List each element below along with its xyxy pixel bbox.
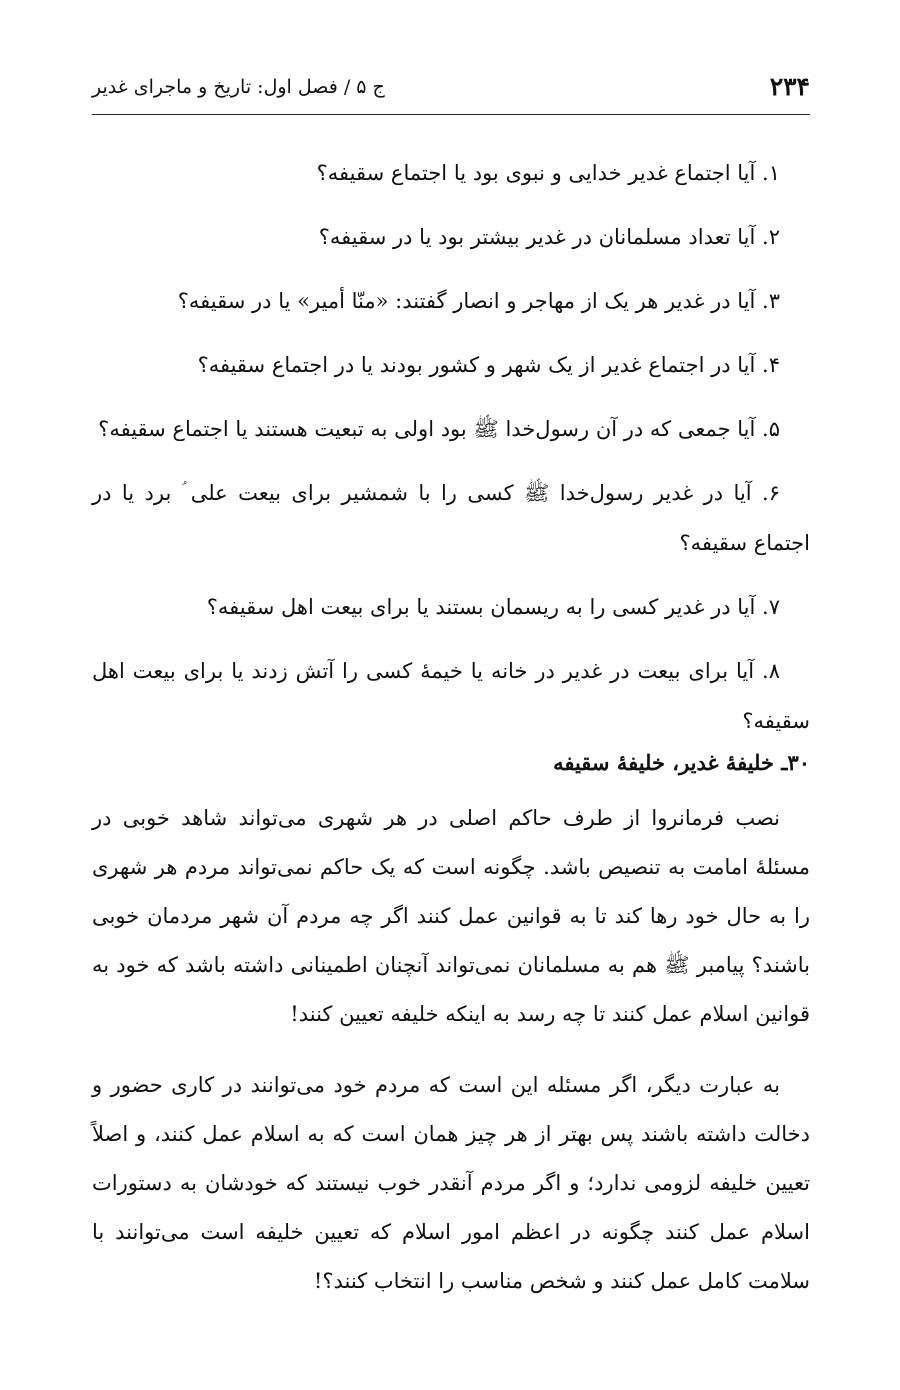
section-body	[92, 794, 810, 1328]
book-page	[92, 0, 810, 1390]
question-list	[92, 148, 810, 760]
question-item: ۲. آیا تعداد مسلمانان در غدیر بیشتر بود یا در سقیفه؟	[318, 225, 780, 249]
running-title: ج ۵ / فصل اول: تاریخ و ماجرای غدیر	[92, 76, 385, 98]
page-number: ۲۳۴	[769, 72, 810, 101]
question-item: ۴. آیا در اجتماع غدیر از یک شهر و کشور بودند یا در اجتماع سقیفه؟	[197, 353, 780, 377]
section-heading: ۳۰ـ خلیفهٔ غدیر، خلیفهٔ سقیفه	[553, 750, 810, 775]
question-item: ۶. آیا در غدیر رسول‌خدا ﷺ کسی را با شمشیر برای بیعت علی ؑ برد یا در اجتماع سقیفه؟	[92, 481, 810, 555]
paragraph: به عبارت دیگر، اگر مسئله این است که مردم خود می‌توانند در کاری حضور و دخالت داشته باشند پس بهتر از هر چیز همان است که به اسلام عمل کنند، و اصلاً تعیین خلیفه لزومی ندارد؛ و اگر مردم آنقدر خوب نیستند که خودشان به دستورات اسلام عمل کنند چگونه در اعظم امور اسلام که تعیین خلیفه است می‌توانند با سلامت کامل عمل کنند و شخص مناسب را انتخاب کنند؟!	[92, 1073, 810, 1293]
page-header	[92, 68, 810, 115]
question-item: ۵. آیا جمعی که در آن رسول‌خدا ﷺ بود اولی به تبعیت هستند یا اجتماع سقیفه؟	[98, 417, 780, 441]
question-item: ۳. آیا در غدیر هر یک از مهاجر و انصار گفتند: «منّا أمیر» یا در سقیفه؟	[177, 289, 780, 313]
question-item: ۷. آیا در غدیر کسی را به ریسمان بستند یا برای بیعت اهل سقیفه؟	[206, 595, 780, 619]
question-item: ۱. آیا اجتماع غدیر خدایی و نبوی بود یا اجتماع سقیفه؟	[316, 161, 780, 185]
paragraph: نصب فرمانروا از طرف حاکم اصلی در هر شهری می‌تواند شاهد خوبی در مسئلهٔ امامت به تنصیص باشد. چگونه است که یک حاکم نمی‌تواند مردم هر شهری را به حال خود رها کند تا به قوانین عمل کنند اگر چه مردم آن شهر مردمان خوبی باشند؟ پیامبر ﷺ هم به مسلمانان نمی‌تواند آنچنان اطمینانی داشته باشد که خود به قوانین اسلام عمل کنند تا چه رسد به اینکه خلیفه تعیین کنند!	[92, 806, 810, 1026]
question-item: ۸. آیا برای بیعت در غدیر در خانه یا خیمهٔ کسی را آتش زدند یا برای بیعت اهل سقیفه؟	[92, 659, 810, 733]
